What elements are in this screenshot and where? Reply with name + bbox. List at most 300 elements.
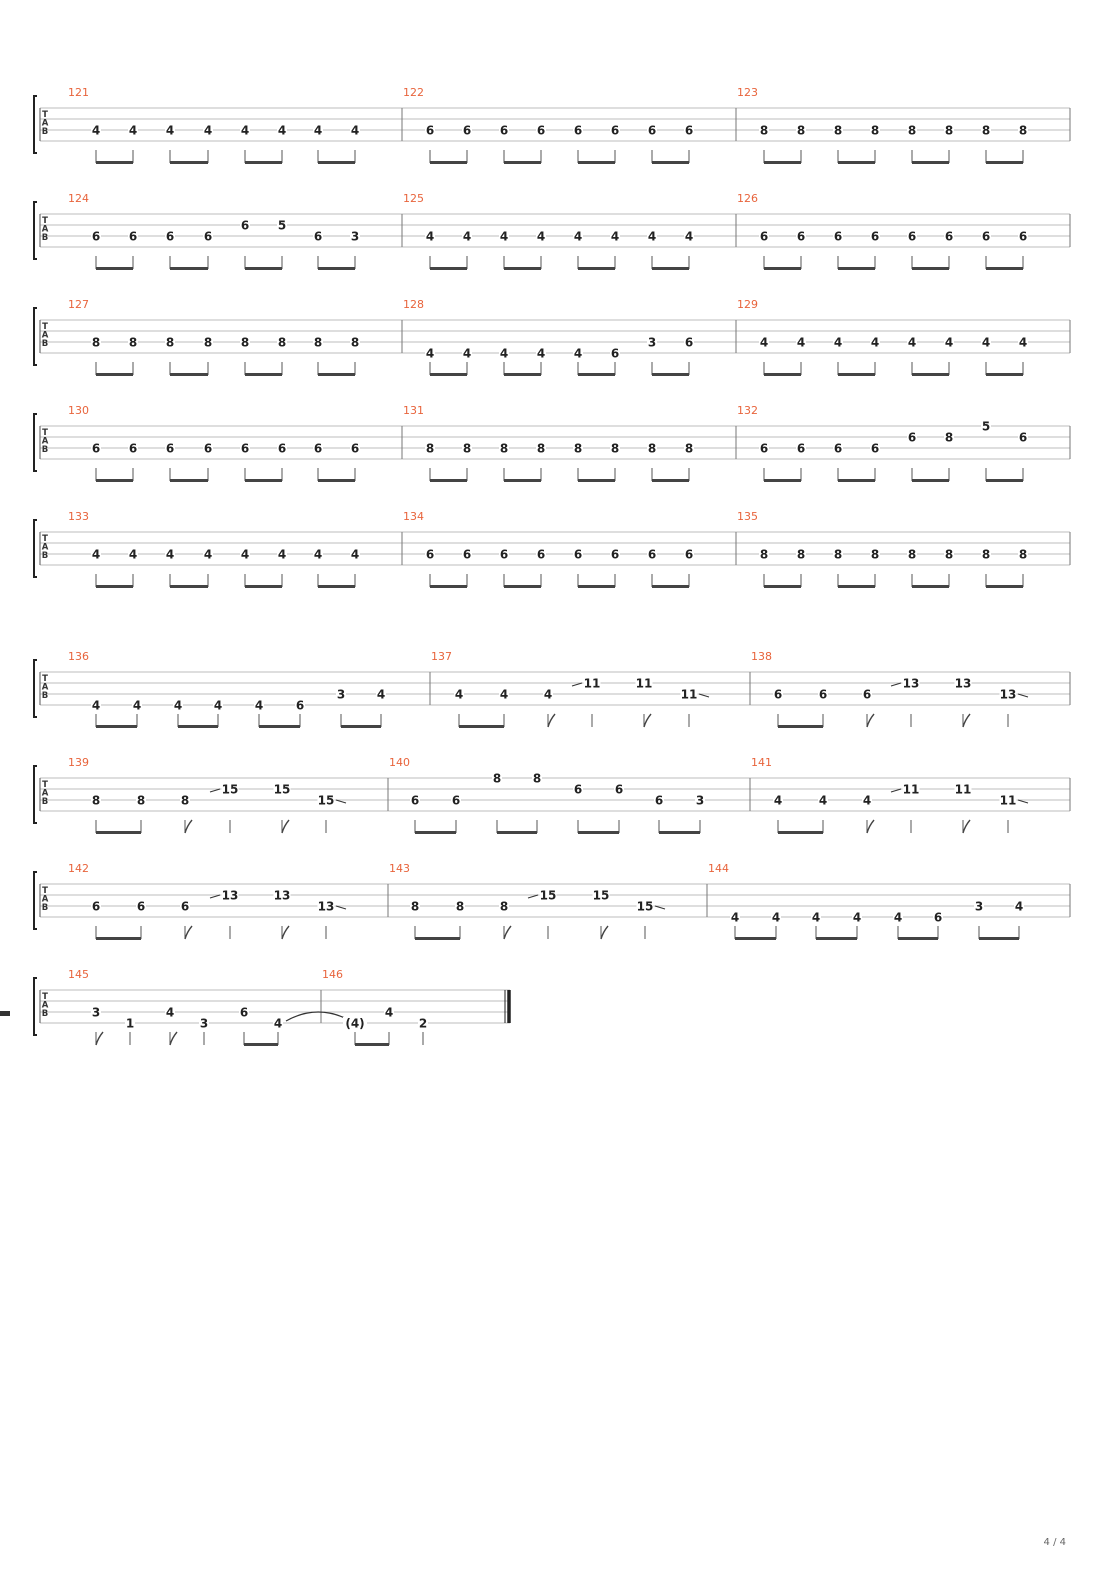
eighth-beam <box>578 373 615 376</box>
slide-in-mark <box>891 789 901 792</box>
fret-number: 6 <box>907 229 917 244</box>
tab-clef-a: A <box>41 436 49 447</box>
system-bracket <box>34 872 37 929</box>
eighth-beam <box>341 725 381 728</box>
fret-number: 8 <box>981 547 991 562</box>
eighth-beam <box>497 831 537 834</box>
eighth-beam <box>96 937 141 940</box>
fret-number: 8 <box>833 123 843 138</box>
eighth-beam <box>578 831 619 834</box>
tab-system <box>34 862 1070 940</box>
eighth-beam <box>986 161 1023 164</box>
fret-number: 1 <box>125 1016 135 1031</box>
eighth-beam <box>504 585 541 588</box>
fret-number: 4 <box>833 335 843 350</box>
fret-number: 4 <box>173 698 183 713</box>
fret-number: 4 <box>350 547 360 562</box>
fret-number: 4 <box>91 123 101 138</box>
measure-number: 131 <box>403 404 424 417</box>
tab-clef-a: A <box>41 1000 49 1011</box>
fret-number: 6 <box>239 1005 249 1020</box>
eighth-flag <box>185 926 192 939</box>
eighth-beam <box>986 585 1023 588</box>
fret-number: 6 <box>933 910 943 925</box>
tab-system <box>34 510 1070 588</box>
fret-number: 4 <box>240 123 250 138</box>
fret-number: 4 <box>573 346 583 361</box>
fret-number: 6 <box>862 687 872 702</box>
fret-number: 6 <box>833 441 843 456</box>
fret-number: 13 <box>902 676 920 691</box>
fret-number: 6 <box>180 899 190 914</box>
system-bracket <box>34 96 37 153</box>
tab-system <box>34 404 1070 482</box>
half-rest <box>0 1011 10 1016</box>
fret-number: 8 <box>91 335 101 350</box>
fret-number: 6 <box>610 547 620 562</box>
fret-number: 8 <box>313 335 323 350</box>
fret-number: 4 <box>91 547 101 562</box>
fret-number: 4 <box>165 1005 175 1020</box>
fret-number: 3 <box>91 1005 101 1020</box>
fret-number: 15 <box>273 782 291 797</box>
eighth-beam <box>838 267 875 270</box>
fret-number: 8 <box>203 335 213 350</box>
fret-number: 6 <box>1018 229 1028 244</box>
eighth-beam <box>245 161 282 164</box>
fret-number: 8 <box>91 793 101 808</box>
fret-number: 4 <box>870 335 880 350</box>
measure-number: 138 <box>751 650 772 663</box>
fret-number: 8 <box>462 441 472 456</box>
eighth-flag <box>601 926 608 939</box>
fret-number: 5 <box>277 218 287 233</box>
fret-number: 6 <box>684 123 694 138</box>
fret-number: 6 <box>462 547 472 562</box>
fret-number: 8 <box>944 123 954 138</box>
fret-number: 3 <box>336 687 346 702</box>
fret-number: 6 <box>647 547 657 562</box>
fret-number: 4 <box>425 229 435 244</box>
eighth-beam <box>430 373 467 376</box>
fret-number: 6 <box>907 430 917 445</box>
eighth-beam <box>652 267 689 270</box>
fret-number: 4 <box>981 335 991 350</box>
fret-number: 4 <box>165 123 175 138</box>
eighth-beam <box>504 479 541 482</box>
slide-in-mark <box>210 789 220 792</box>
eighth-beam <box>898 937 938 940</box>
measure-number: 126 <box>737 192 758 205</box>
eighth-beam <box>986 373 1023 376</box>
fret-number: 15 <box>636 899 654 914</box>
fret-number: 8 <box>536 441 546 456</box>
fret-number: 6 <box>944 229 954 244</box>
eighth-beam <box>764 585 801 588</box>
fret-number: 4 <box>254 698 264 713</box>
eighth-beam <box>170 479 208 482</box>
tab-clef-t: T <box>42 110 48 120</box>
slide-in-mark <box>210 895 220 898</box>
fret-number: 15 <box>317 793 335 808</box>
eighth-beam <box>96 267 133 270</box>
fret-number: 13 <box>999 687 1017 702</box>
eighth-beam <box>245 479 282 482</box>
eighth-beam <box>838 585 875 588</box>
fret-number: 6 <box>136 899 146 914</box>
fret-number: 4 <box>499 346 509 361</box>
fret-number: 3 <box>695 793 705 808</box>
eighth-beam <box>96 479 133 482</box>
measure-number: 139 <box>68 756 89 769</box>
eighth-beam <box>764 267 801 270</box>
measure-number: 125 <box>403 192 424 205</box>
eighth-beam <box>430 161 467 164</box>
system-bracket <box>34 308 37 365</box>
eighth-beam <box>652 585 689 588</box>
fret-number: 6 <box>573 547 583 562</box>
fret-number: 6 <box>573 782 583 797</box>
eighth-beam <box>912 161 949 164</box>
eighth-beam <box>838 161 875 164</box>
fret-number: 4 <box>454 687 464 702</box>
fret-number: 3 <box>974 899 984 914</box>
fret-number: 15 <box>592 888 610 903</box>
fret-number: 6 <box>350 441 360 456</box>
system-bracket <box>34 766 37 823</box>
fret-number: 4 <box>499 687 509 702</box>
fret-number: 8 <box>907 547 917 562</box>
fret-number: 4 <box>240 547 250 562</box>
eighth-beam <box>318 267 355 270</box>
eighth-flag <box>185 820 192 833</box>
slide-out-mark <box>1018 694 1028 697</box>
fret-number: 8 <box>128 335 138 350</box>
eighth-beam <box>504 267 541 270</box>
system-bracket <box>34 978 37 1035</box>
tab-clef-a: A <box>41 788 49 799</box>
eighth-beam <box>504 373 541 376</box>
tab-clef-b: B <box>41 127 49 137</box>
fret-number: 2 <box>418 1016 428 1031</box>
system-bracket <box>34 520 37 577</box>
fret-number: 8 <box>796 123 806 138</box>
slide-in-mark <box>891 683 901 686</box>
eighth-flag <box>963 820 970 833</box>
tab-clef-t: T <box>42 992 48 1002</box>
fret-number: (4) <box>345 1016 365 1031</box>
fret-number: 4 <box>647 229 657 244</box>
eighth-flag <box>282 820 289 833</box>
tie-arc <box>286 1012 351 1021</box>
eighth-beam <box>912 373 949 376</box>
fret-number: 8 <box>455 899 465 914</box>
fret-number: 6 <box>536 123 546 138</box>
fret-number: 4 <box>277 547 287 562</box>
measure-number: 140 <box>389 756 410 769</box>
measure-number: 122 <box>403 86 424 99</box>
fret-number: 6 <box>614 782 624 797</box>
fret-number: 5 <box>981 419 991 434</box>
fret-number: 4 <box>132 698 142 713</box>
fret-number: 8 <box>759 547 769 562</box>
fret-number: 6 <box>870 229 880 244</box>
fret-number: 8 <box>981 123 991 138</box>
fret-number: 8 <box>1018 547 1028 562</box>
fret-number: 13 <box>273 888 291 903</box>
eighth-beam <box>318 373 355 376</box>
eighth-beam <box>459 725 504 728</box>
fret-number: 6 <box>91 229 101 244</box>
tab-clef-b: B <box>41 339 49 349</box>
fret-number: 6 <box>295 698 305 713</box>
fret-number: 8 <box>410 899 420 914</box>
fret-number: 4 <box>273 1016 283 1031</box>
fret-number: 8 <box>870 547 880 562</box>
tab-clef-a: A <box>41 330 49 341</box>
fret-number: 4 <box>213 698 223 713</box>
fret-number: 6 <box>610 123 620 138</box>
fret-number: 6 <box>313 441 323 456</box>
eighth-beam <box>96 831 141 834</box>
eighth-beam <box>504 161 541 164</box>
fret-number: 6 <box>796 441 806 456</box>
fret-number: 6 <box>451 793 461 808</box>
eighth-beam <box>96 585 133 588</box>
fret-number: 4 <box>165 547 175 562</box>
measure-number: 145 <box>68 968 89 981</box>
fret-number: 6 <box>425 547 435 562</box>
fret-number: 4 <box>462 229 472 244</box>
fret-number: 6 <box>870 441 880 456</box>
fret-number: 6 <box>91 899 101 914</box>
fret-number: 8 <box>492 771 502 786</box>
fret-number: 6 <box>165 441 175 456</box>
fret-number: 4 <box>862 793 872 808</box>
eighth-flag <box>867 714 874 727</box>
fret-number: 4 <box>128 123 138 138</box>
measure-number: 144 <box>708 862 729 875</box>
tab-clef-t: T <box>42 780 48 790</box>
fret-number: 6 <box>240 441 250 456</box>
fret-number: 4 <box>773 793 783 808</box>
fret-number: 8 <box>180 793 190 808</box>
fret-number: 8 <box>944 547 954 562</box>
fret-number: 8 <box>759 123 769 138</box>
fret-number: 15 <box>539 888 557 903</box>
slide-in-mark <box>528 895 538 898</box>
fret-number: 6 <box>462 123 472 138</box>
fret-number: 8 <box>907 123 917 138</box>
eighth-beam <box>979 937 1019 940</box>
measure-number: 135 <box>737 510 758 523</box>
fret-number: 8 <box>277 335 287 350</box>
fret-number: 4 <box>536 229 546 244</box>
eighth-beam <box>170 585 208 588</box>
fret-number: 8 <box>573 441 583 456</box>
fret-number: 11 <box>999 793 1017 808</box>
fret-number: 13 <box>317 899 335 914</box>
fret-number: 8 <box>796 547 806 562</box>
tab-clef-t: T <box>42 216 48 226</box>
eighth-beam <box>430 585 467 588</box>
fret-number: 4 <box>313 123 323 138</box>
fret-number: 11 <box>954 782 972 797</box>
eighth-beam <box>318 161 355 164</box>
eighth-flag <box>548 714 555 727</box>
eighth-beam <box>986 267 1023 270</box>
measure-number: 123 <box>737 86 758 99</box>
fret-number: 4 <box>893 910 903 925</box>
slide-out-mark <box>336 906 346 909</box>
eighth-beam <box>318 585 355 588</box>
tab-system <box>0 968 510 1046</box>
eighth-beam <box>764 161 801 164</box>
tab-clef-a: A <box>41 894 49 905</box>
eighth-beam <box>578 479 615 482</box>
fret-number: 11 <box>680 687 698 702</box>
fret-number: 4 <box>499 229 509 244</box>
fret-number: 6 <box>128 229 138 244</box>
fret-number: 8 <box>240 335 250 350</box>
fret-number: 4 <box>730 910 740 925</box>
eighth-beam <box>764 479 801 482</box>
fret-number: 6 <box>1018 430 1028 445</box>
fret-number: 4 <box>128 547 138 562</box>
eighth-flag <box>282 926 289 939</box>
fret-number: 4 <box>277 123 287 138</box>
eighth-beam <box>245 267 282 270</box>
fret-number: 4 <box>907 335 917 350</box>
fret-number: 4 <box>852 910 862 925</box>
slide-in-mark <box>572 683 582 686</box>
fret-number: 8 <box>425 441 435 456</box>
fret-number: 6 <box>610 346 620 361</box>
fret-number: 8 <box>944 430 954 445</box>
tab-clef-t: T <box>42 534 48 544</box>
fret-number: 8 <box>499 899 509 914</box>
fret-number: 11 <box>583 676 601 691</box>
eighth-flag <box>170 1032 177 1045</box>
fret-number: 4 <box>462 346 472 361</box>
eighth-beam <box>838 373 875 376</box>
measure-number: 132 <box>737 404 758 417</box>
fret-number: 6 <box>128 441 138 456</box>
measure-number: 143 <box>389 862 410 875</box>
fret-number: 4 <box>610 229 620 244</box>
tab-clef-b: B <box>41 233 49 243</box>
fret-number: 6 <box>759 441 769 456</box>
measure-number: 124 <box>68 192 89 205</box>
eighth-beam <box>178 725 218 728</box>
fret-number: 6 <box>499 547 509 562</box>
system-bracket <box>34 660 37 717</box>
eighth-beam <box>778 831 823 834</box>
fret-number: 6 <box>647 123 657 138</box>
measure-number: 121 <box>68 86 89 99</box>
eighth-beam <box>170 267 208 270</box>
fret-number: 6 <box>313 229 323 244</box>
fret-number: 4 <box>350 123 360 138</box>
fret-number: 6 <box>165 229 175 244</box>
tab-clef-a: A <box>41 542 49 553</box>
eighth-flag <box>504 926 511 939</box>
eighth-beam <box>764 373 801 376</box>
fret-number: 6 <box>536 547 546 562</box>
fret-number: 13 <box>221 888 239 903</box>
fret-number: 8 <box>350 335 360 350</box>
eighth-beam <box>816 937 857 940</box>
fret-number: 13 <box>954 676 972 691</box>
fret-number: 6 <box>684 335 694 350</box>
tab-clef-a: A <box>41 118 49 129</box>
fret-number: 3 <box>647 335 657 350</box>
fret-number: 6 <box>759 229 769 244</box>
tab-system <box>34 650 1070 728</box>
eighth-flag <box>963 714 970 727</box>
eighth-beam <box>652 479 689 482</box>
tab-clef-t: T <box>42 322 48 332</box>
eighth-flag <box>96 1032 103 1045</box>
system-bracket <box>34 202 37 259</box>
eighth-beam <box>170 373 208 376</box>
fret-number: 6 <box>240 218 250 233</box>
eighth-beam <box>96 373 133 376</box>
eighth-flag <box>644 714 651 727</box>
eighth-beam <box>415 937 460 940</box>
fret-number: 4 <box>203 123 213 138</box>
system-bracket <box>34 414 37 471</box>
tab-clef-b: B <box>41 797 49 807</box>
fret-number: 6 <box>654 793 664 808</box>
fret-number: 6 <box>773 687 783 702</box>
fret-number: 8 <box>532 771 542 786</box>
tab-clef-a: A <box>41 682 49 693</box>
fret-number: 8 <box>684 441 694 456</box>
eighth-beam <box>838 479 875 482</box>
fret-number: 3 <box>199 1016 209 1031</box>
fret-number: 4 <box>1014 899 1024 914</box>
fret-number: 4 <box>313 547 323 562</box>
eighth-beam <box>430 267 467 270</box>
slide-out-mark <box>336 800 346 803</box>
fret-number: 4 <box>818 793 828 808</box>
fret-number: 4 <box>684 229 694 244</box>
measure-number: 129 <box>737 298 758 311</box>
fret-number: 6 <box>499 123 509 138</box>
fret-number: 4 <box>203 547 213 562</box>
fret-number: 8 <box>1018 123 1028 138</box>
tab-system <box>34 298 1070 376</box>
fret-number: 8 <box>136 793 146 808</box>
fret-number: 6 <box>684 547 694 562</box>
measure-number: 130 <box>68 404 89 417</box>
measure-number: 146 <box>322 968 343 981</box>
page-number: 4 / 4 <box>1043 1537 1066 1548</box>
fret-number: 4 <box>425 346 435 361</box>
tab-system <box>34 192 1070 270</box>
slide-out-mark <box>699 694 709 697</box>
measure-number: 127 <box>68 298 89 311</box>
fret-number: 6 <box>425 123 435 138</box>
tab-clef-b: B <box>41 445 49 455</box>
eighth-beam <box>912 267 949 270</box>
measure-number: 136 <box>68 650 89 663</box>
fret-number: 6 <box>91 441 101 456</box>
eighth-beam <box>259 725 300 728</box>
eighth-beam <box>96 161 133 164</box>
fret-number: 8 <box>165 335 175 350</box>
